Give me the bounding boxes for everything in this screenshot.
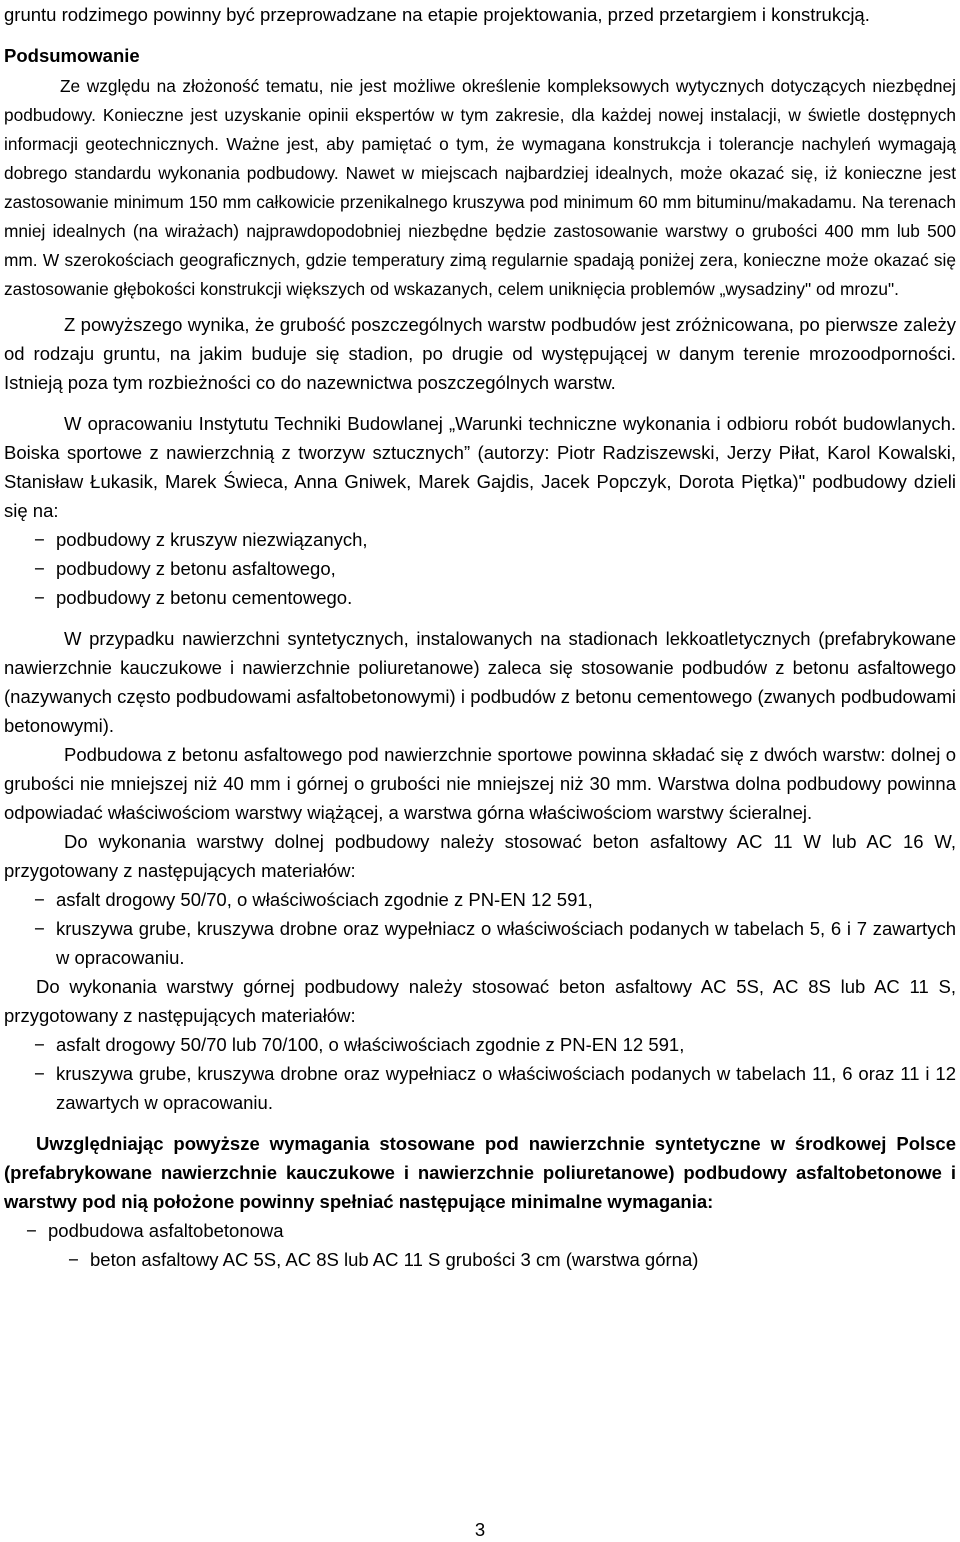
list-item: − podbudowy z kruszyw niezwiązanych, — [4, 525, 956, 554]
list-item: − podbudowy z betonu cementowego. — [4, 583, 956, 612]
list-item: − asfalt drogowy 50/70 lub 70/100, o właściwościach zgodnie z PN-EN 12 591, — [4, 1030, 956, 1059]
list-subbase-types — [4, 525, 956, 612]
paragraph-upper-layer: Do wykonania warstwy górnej podbudowy należy stosować beton asfaltowy AC 5S, AC 8S lub AC 11 S, przygotowany z następujących materiałów: — [4, 976, 956, 1026]
paragraph-requirements: Uwzględniając powyższe wymagania stosowane pod nawierzchnie syntetyczne w środkowej Polsce (prefabrykowane nawierzchnie kauczukowe i nawierzchnie poliuretanowe) podbudowy asfaltobetonowe i warstwy pod nią położone powinny spełniać następujące minimalne wymagania: — [4, 1133, 956, 1212]
spacer — [4, 612, 956, 624]
list-lower-materials — [4, 885, 956, 972]
paragraph-intro: gruntu rodzimego powinny być przeprowadzane na etapie projektowania, przed przetargiem i konstrukcją. — [4, 4, 870, 25]
paragraph-itb: W opracowaniu Instytutu Techniki Budowlanej „Warunki techniczne wykonania i odbioru robót budowlanych. Boiska sportowe z nawierzchnią z tworzyw sztucznych” (autorzy: Piotr Radziszewski, Jerzy Piłat, Karol Kowalski, Stanisław Łukasik, Marek Świeca, Anna Gniwek, Marek Gajdis, Jacek Popczyk, Dorota Piętka)" podbudowy dzieli się na: — [4, 413, 956, 521]
list-requirements-sub — [4, 1245, 956, 1274]
list-item: − beton asfaltowy AC 5S, AC 8S lub AC 11 S grubości 3 cm (warstwa górna) — [4, 1245, 956, 1274]
spacer — [4, 29, 956, 41]
paragraph-lower-layer: Do wykonania warstwy dolnej podbudowy należy stosować beton asfaltowy AC 11 W lub AC 16 W, przygotowany z następujących materiałów: — [4, 831, 956, 881]
paragraph-asphalt-layers: Podbudowa z betonu asfaltowego pod nawierzchnie sportowe powinna składać się z dwóch warstw: dolnej o grubości nie mniejszej niż 40 mm i górnej o grubości nie mniejszej niż 30 mm. Warstwa dolna podbudowy powinna odpowiadać właściwościom warstwy wiążącej, a warstwa górna właściwościom warstwy ścieralnej. — [4, 744, 956, 823]
paragraph-conclusion: Z powyższego wynika, że grubość poszczególnych warstw podbudów jest zróżnicowana, po pierwsze zależy od rodzaju gruntu, na jakim buduje się stadion, po drugie od występującej w danym terenie mrozoodporności. Istnieją poza tym rozbieżności co do nazewnictwa poszczególnych warstw. — [4, 314, 956, 393]
section-heading: Podsumowanie — [4, 45, 140, 66]
list-item: − kruszywa grube, kruszywa drobne oraz wypełniacz o właściwościach podanych w tabelach 5, 6 i 7 zawartych w opracowaniu. — [4, 914, 956, 972]
page-number: 3 — [474, 1519, 486, 1540]
list-item: − kruszywa grube, kruszywa drobne oraz wypełniacz o właściwościach podanych w tabelach 11, 6 oraz 11 i 12 zawartych w opracowaniu. — [4, 1059, 956, 1117]
document-page — [4, 0, 956, 1274]
spacer — [4, 1117, 956, 1129]
list-requirements — [4, 1216, 956, 1245]
list-item: − podbudowa asfaltobetonowa — [4, 1216, 956, 1245]
list-upper-materials — [4, 1030, 956, 1117]
spacer — [4, 397, 956, 409]
paragraph-synthetic: W przypadku nawierzchni syntetycznych, instalowanych na stadionach lekkoatletycznych (prefabrykowane nawierzchnie kauczukowe i nawierzchnie poliuretanowe) zaleca się stosowanie podbudów z betonu asfaltowego (nazywanych często podbudowami asfaltobetonowymi) i podbudów z betonu cementowego (zwanych podbudowami betonowymi). — [4, 628, 956, 736]
list-item: − podbudowy z betonu asfaltowego, — [4, 554, 956, 583]
paragraph-summary: Ze względu na złożoność tematu, nie jest możliwe określenie kompleksowych wytycznych dotyczących niezbędnej podbudowy. Konieczne jest uzyskanie opinii ekspertów w tym zakresie, dla każdej nowej instalacji, w świetle dostępnych informacji geotechnicznych. Ważne jest, aby pamiętać o tym, że wymagana konstrukcja i tolerancje nachyleń wymagają dobrego standardu wykonania podbudowy. Nawet w miejscach najbardziej idealnych, może okazać się, iż konieczne jest zastosowanie minimum 150 mm całkowicie przenikalnego kruszywa pod minimum 60 mm bituminu/makadamu. Na terenach mniej idealnych (na wirażach) najprawdopodobniej niezbędne będzie zastosowanie warstwy o grubości 400 mm lub 500 mm. W szerokościach geograficznych, gdzie temperatury zimą regularnie spadają poniżej zera, konieczne może okazać się zastosowanie głębokości konstrukcji większych od wskazanych, celem uniknięcia problemów „wysadziny" od mrozu". — [4, 76, 956, 299]
list-item: − asfalt drogowy 50/70, o właściwościach zgodnie z PN-EN 12 591, — [4, 885, 956, 914]
